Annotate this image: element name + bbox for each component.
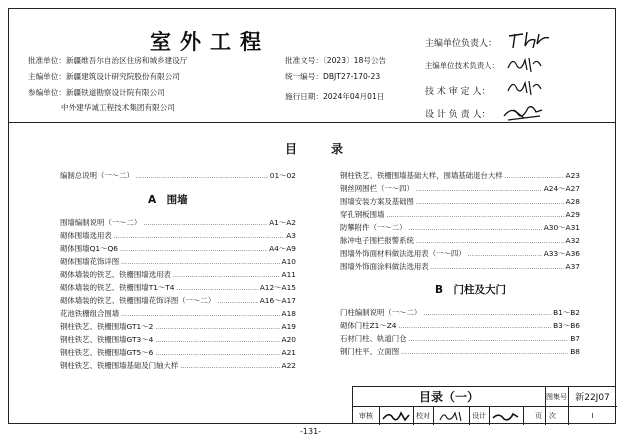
toc-item[interactable] (340, 196, 580, 207)
toc-item-page: A28 (565, 197, 580, 206)
approval-no-label: 批准文号： (285, 56, 323, 65)
toc-item-text: 钢丝网围栏（一～四） (340, 184, 414, 193)
toc-item[interactable] (60, 269, 296, 280)
toc-item[interactable] (60, 230, 296, 241)
page-number: -131- (300, 427, 322, 436)
sign-label-chief-editor-tech: 主编单位技术负责人： (425, 61, 499, 70)
toc-item[interactable] (340, 222, 580, 233)
toc-item[interactable] (340, 333, 580, 344)
sheet-title: 目录（一） (418, 390, 479, 404)
sign-label-design-lead: 设 计 负 责 人： (425, 110, 491, 120)
toc-item[interactable] (60, 170, 296, 181)
toc-item-text: 编制总说明（一～二） (60, 171, 134, 180)
approval-unit (28, 55, 187, 66)
toc-item-text: 钢柱铁艺、铁栅围墙基础及门轴大样 (60, 361, 179, 370)
toc-item-page: A22 (281, 361, 296, 370)
toc-item-page: B7 (570, 334, 580, 343)
toc-item-text: 穿孔钢板围墙 (340, 210, 385, 219)
participant-unit-label: 参编单位： (28, 88, 66, 97)
toc-item-text: 钢柱铁艺、铁栅围墙GT3～4 (60, 335, 154, 344)
unified-no (285, 71, 380, 82)
page-label: 页 次 (535, 411, 556, 420)
toc-item-text: 砌体围墙选用表 (60, 231, 112, 240)
page-value: I (591, 411, 594, 420)
toc-item-page: A11 (281, 270, 296, 279)
participant-unit-2: 中外建华诚工程技术集团有限公司 (61, 103, 175, 112)
effective-date-value: 2024年04月01日 (322, 92, 385, 101)
toc-item-page: A10 (281, 257, 296, 266)
toc-item-text: 钢门柱平、立面图 (340, 347, 400, 356)
unified-no-label: 统一编号： (285, 72, 323, 81)
toc-item-page: A4～A9 (269, 244, 296, 253)
effective-date-label: 施行日期： (285, 92, 323, 101)
participant-unit (28, 87, 165, 98)
effective-date (285, 91, 384, 102)
toc-item-text: 围墙外饰面涂料做法选用表 (340, 262, 429, 271)
toc-item-text: 砌体墙装的铁艺、铁栅围墙花饰详图（一～二） (60, 296, 216, 305)
toc-item[interactable] (60, 256, 296, 267)
toc-item-text: 砌体墙装的铁艺、铁栅围墙T1～T4 (60, 283, 175, 292)
toc-item-page: A1～A2 (269, 218, 296, 227)
atlas-no: 新22J07 (575, 393, 610, 403)
toc-item-text: 围墙安装方案及基础图 (340, 197, 414, 206)
toc-item-page: A20 (281, 335, 296, 344)
toc-item[interactable] (340, 307, 580, 318)
title-block (352, 386, 616, 424)
toc-item-text: 围墙编制说明（一～二） (60, 218, 142, 227)
toc-item-text: 砌体围墙Q1～Q6 (60, 244, 118, 253)
section-b-heading: B 门柱及大门 (435, 284, 507, 296)
toc-item[interactable] (60, 321, 296, 332)
approval-unit-label: 批准单位： (28, 56, 66, 65)
title-block-divider (433, 406, 434, 425)
toc-item-text: 砌体墙装的铁艺、铁栅围墙选用表 (60, 270, 171, 279)
toc-item-text: 脉冲电子围栏报警系统 (340, 236, 414, 245)
toc-item[interactable] (60, 360, 296, 371)
toc-item-page: A32 (565, 236, 580, 245)
toc-item[interactable] (340, 346, 580, 357)
approval-unit-value: 新疆维吾尔自治区住房和城乡建设厅 (65, 56, 188, 65)
review-signature (381, 409, 411, 423)
toc-item-text: 花池铁栅组合围墙 (60, 309, 120, 318)
sign-label-chief-editor-unit: 主编单位负责人： (425, 39, 498, 49)
toc-item-page: B1～B2 (553, 308, 580, 317)
signature-chief-editor-unit (505, 28, 555, 50)
toc-item[interactable] (340, 170, 580, 181)
toc-item[interactable] (340, 235, 580, 246)
toc-item-text: 钢柱铁艺、铁栅围墙GT1～2 (60, 322, 154, 331)
toc-item[interactable] (340, 183, 580, 194)
proof-signature (437, 409, 467, 423)
toc-item-text: 围墙外饰面材料做法选用表（一～四） (340, 249, 466, 258)
editor-unit-value: 新疆建筑设计研究院股份有限公司 (65, 72, 180, 81)
sign-label-tech-reviewer: 技 术 审 定 人： (425, 87, 491, 97)
participant-unit-1: 新疆铁道勘察设计院有限公司 (65, 88, 165, 97)
toc-item-page: A33～A36 (543, 249, 580, 258)
signature-design-lead (502, 100, 548, 124)
toc-item[interactable] (60, 295, 296, 306)
toc-item-page: A24～A27 (543, 184, 580, 193)
toc-item[interactable] (60, 282, 296, 293)
toc-item-page: A19 (281, 322, 296, 331)
toc-item[interactable] (60, 334, 296, 345)
toc-item[interactable] (60, 308, 296, 319)
editor-unit (28, 71, 180, 82)
toc-item-page: A16～A17 (259, 296, 296, 305)
toc-item-text: 防攀附件（一～二） (340, 223, 407, 232)
toc-item-text: 砌体围墙花饰详图 (60, 257, 120, 266)
proof-label: 校对 (416, 411, 430, 420)
signature-tech-reviewer (505, 77, 545, 97)
design-signature (491, 409, 521, 423)
toc-item[interactable] (340, 261, 580, 272)
toc-item[interactable] (60, 243, 296, 254)
toc-item-text: 砌体门柱Z1～Z4 (340, 321, 397, 330)
toc-item-page: A21 (281, 348, 296, 357)
title-block-divider (379, 406, 380, 425)
unified-no-value: DBJT27-170-23 (322, 72, 381, 81)
header-divider (8, 122, 616, 123)
review-label: 审核 (359, 411, 373, 420)
signature-chief-editor-tech (505, 54, 545, 74)
section-a-heading: A 围墙 (148, 194, 188, 206)
title-block-divider (489, 406, 490, 425)
toc-item-page: B8 (570, 347, 580, 356)
toc-item-page: A29 (565, 210, 580, 219)
toc-item-page: A18 (281, 309, 296, 318)
toc-item-page: A23 (565, 171, 580, 180)
toc-item[interactable] (340, 209, 580, 220)
approval-no-value: 〔2023〕18号公告 (322, 56, 387, 65)
toc-item-text: 钢柱铁艺、铁栅围墙GT5～6 (60, 348, 154, 357)
toc-item[interactable] (340, 320, 580, 331)
toc-item-text: 石材门柱、轨道门仓 (340, 334, 407, 343)
toc-item-text: 钢柱铁艺、铁栅围墙基础大样，围墙基础退台大样 (340, 171, 503, 180)
editor-unit-label: 主编单位： (28, 72, 66, 81)
page-title: 室外工程 (150, 30, 270, 54)
toc-item[interactable] (60, 217, 296, 228)
toc-item[interactable] (60, 347, 296, 358)
toc-item-page: 01～02 (269, 171, 296, 180)
design-label: 设计 (472, 411, 486, 420)
atlas-no-label: 图集号 (546, 392, 567, 401)
toc-item-text: 门柱编制说明（一～二） (340, 308, 422, 317)
toc-title: 目录 (285, 142, 378, 156)
toc-item[interactable] (340, 248, 580, 259)
toc-item-page: A3 (286, 231, 296, 240)
toc-item-page: A30～A31 (543, 223, 580, 232)
toc-item-page: A12～A15 (259, 283, 296, 292)
toc-item-page: B3～B6 (553, 321, 580, 330)
toc-item-page: A37 (565, 262, 580, 271)
approval-no (285, 55, 386, 66)
